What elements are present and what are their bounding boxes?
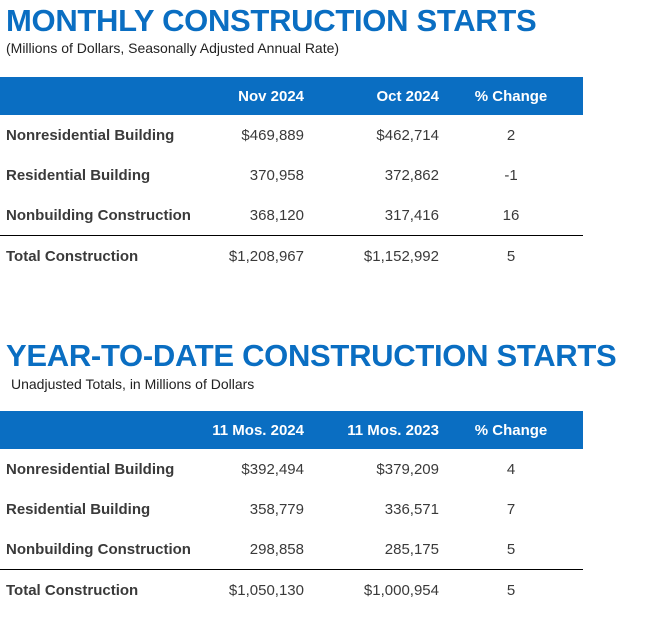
row-pct-change: 16	[502, 206, 520, 224]
row-value-current: 298,858	[249, 540, 304, 558]
row-value-previous: 372,862	[384, 166, 439, 184]
row-pct-change: 7	[506, 500, 516, 518]
table-row	[0, 115, 583, 155]
monthly-header-oct-2024: Oct 2024	[304, 77, 439, 115]
table-row	[0, 155, 583, 195]
row-value-previous: 317,416	[384, 206, 439, 224]
row-label: Nonresidential Building	[6, 126, 175, 144]
row-label: Nonresidential Building	[6, 460, 175, 478]
row-value-current: 370,958	[249, 166, 304, 184]
row-value-current: $469,889	[241, 126, 304, 144]
total-value-previous: $1,152,992	[304, 236, 439, 277]
ytd-title: YEAR-TO-DATE CONSTRUCTION STARTS	[6, 338, 617, 373]
ytd-header-pct-change: % Change	[439, 411, 583, 449]
row-label: Residential Building	[6, 166, 151, 184]
ytd-header-label	[0, 411, 206, 449]
monthly-title: MONTHLY CONSTRUCTION STARTS	[6, 3, 537, 38]
total-row	[0, 570, 583, 611]
row-pct-change: -1	[504, 166, 518, 184]
row-label: Nonbuilding Construction	[6, 540, 191, 558]
row-value-current: 358,779	[249, 500, 304, 518]
table-row	[0, 529, 583, 570]
total-value-current: $1,050,130	[206, 570, 304, 611]
monthly-header-row	[0, 77, 583, 115]
row-value-previous: $379,209	[376, 460, 439, 478]
row-pct-change: 2	[506, 126, 516, 144]
table-row	[0, 489, 583, 529]
ytd-header-2023: 11 Mos. 2023	[304, 411, 439, 449]
row-value-current: $392,494	[241, 460, 304, 478]
row-pct-change: 4	[506, 460, 516, 478]
total-pct-change: 5	[439, 236, 583, 277]
monthly-table	[0, 77, 583, 276]
total-value-current: $1,208,967	[206, 236, 304, 277]
monthly-header-label	[0, 77, 206, 115]
table-row	[0, 195, 583, 236]
ytd-subtitle: Unadjusted Totals, in Millions of Dollars	[11, 376, 255, 392]
total-label: Total Construction	[0, 570, 206, 611]
total-value-previous: $1,000,954	[304, 570, 439, 611]
row-value-previous: 336,571	[384, 500, 439, 518]
total-pct-change: 5	[439, 570, 583, 611]
monthly-header-pct-change: % Change	[439, 77, 583, 115]
ytd-table	[0, 411, 583, 610]
ytd-header-row	[0, 411, 583, 449]
table-row	[0, 449, 583, 489]
row-value-previous: 285,175	[384, 540, 439, 558]
monthly-subtitle: (Millions of Dollars, Seasonally Adjusted Annual Rate)	[6, 40, 340, 56]
monthly-header-nov-2024: Nov 2024	[206, 77, 304, 115]
row-value-current: 368,120	[249, 206, 304, 224]
total-label: Total Construction	[0, 236, 206, 277]
row-label: Residential Building	[6, 500, 151, 518]
row-label: Nonbuilding Construction	[6, 206, 191, 224]
total-row	[0, 236, 583, 277]
row-pct-change: 5	[506, 540, 516, 558]
row-value-previous: $462,714	[376, 126, 439, 144]
ytd-header-2024: 11 Mos. 2024	[206, 411, 304, 449]
